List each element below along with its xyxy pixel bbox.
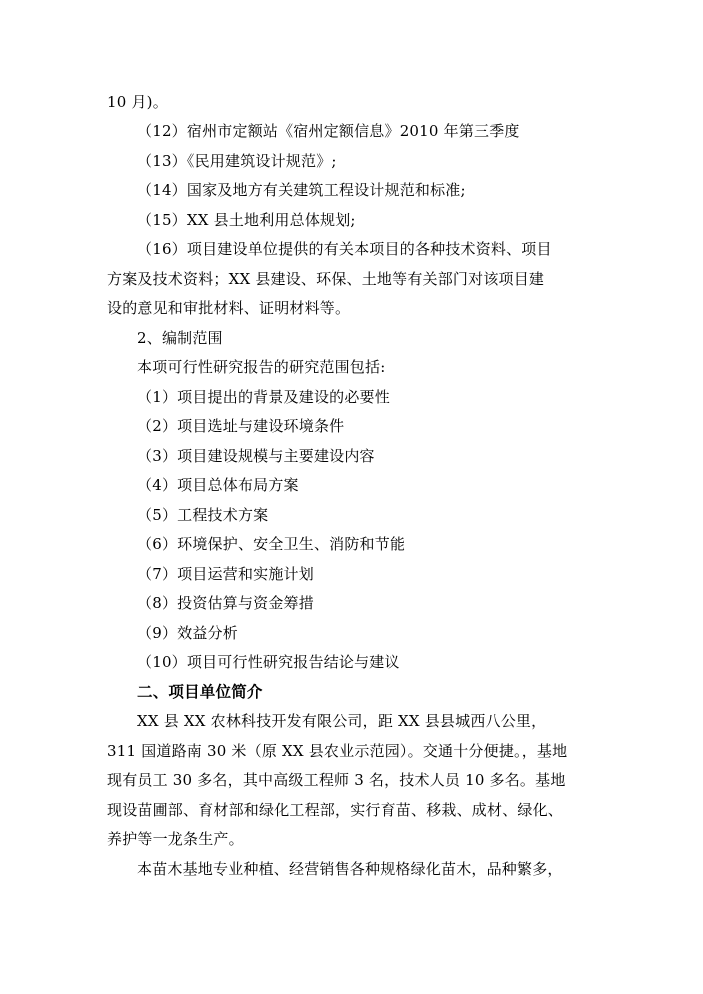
text-line: 本项可行性研究报告的研究范围包括: xyxy=(137,358,386,376)
text-line: 311 国道路南 30 米（原 XX 县农业示范园）。交通十分便捷。，基地 xyxy=(107,742,568,760)
text-line: （16）项目建设单位提供的有关本项目的各种技术资料、项目 xyxy=(137,240,552,258)
text-line: 本苗木基地专业种植、经营销售各种规格绿化苗木，品种繁多， xyxy=(137,860,563,878)
text-line: （14）国家及地方有关建筑工程设计规范和标准; xyxy=(137,181,466,199)
list-item: （7）项目运营和实施计划 xyxy=(137,565,314,583)
list-item: （4）项目总体布局方案 xyxy=(137,476,299,494)
list-item: （8）投资估算与资金筹措 xyxy=(137,594,314,612)
text-line: （15）XX 县土地利用总体规划; xyxy=(137,211,356,229)
list-item: （9）效益分析 xyxy=(137,624,238,642)
text-line: XX 县 XX 农林科技开发有限公司，距 XX 县县城西八公里， xyxy=(137,712,547,730)
list-item: （6）环境保护、安全卫生、消防和节能 xyxy=(137,535,406,553)
text-line: 设的意见和审批材料、证明材料等。 xyxy=(107,299,351,317)
text-line: （13）《民用建筑设计规范》; xyxy=(137,152,337,170)
text-line: 现有员工 30 多名，其中高级工程师 3 名，技术人员 10 多名。基地 xyxy=(107,771,566,789)
text-line: 方案及技术资料；XX 县建设、环保、土地等有关部门对该项目建 xyxy=(107,270,545,288)
text-line: 10 月)。 xyxy=(107,93,168,111)
section-heading: 二、项目单位简介 xyxy=(137,682,263,701)
section-heading: 2、编制范围 xyxy=(137,329,223,347)
list-item: （10）项目可行性研究报告结论与建议 xyxy=(137,653,400,671)
text-line: 养护等一龙条生产。 xyxy=(107,830,244,848)
list-item: （3）项目建设规模与主要建设内容 xyxy=(137,447,375,465)
text-line: （12）宿州市定额站《宿州定额信息》2010 年第三季度 xyxy=(137,122,520,140)
text-line: 现设苗圃部、育材部和绿化工程部，实行育苗、移栽、成材、绿化、 xyxy=(107,801,564,819)
list-item: （2）项目选址与建设环境条件 xyxy=(137,417,345,435)
list-item: （1）项目提出的背景及建设的必要性 xyxy=(137,388,390,406)
list-item: （5）工程技术方案 xyxy=(137,506,269,524)
